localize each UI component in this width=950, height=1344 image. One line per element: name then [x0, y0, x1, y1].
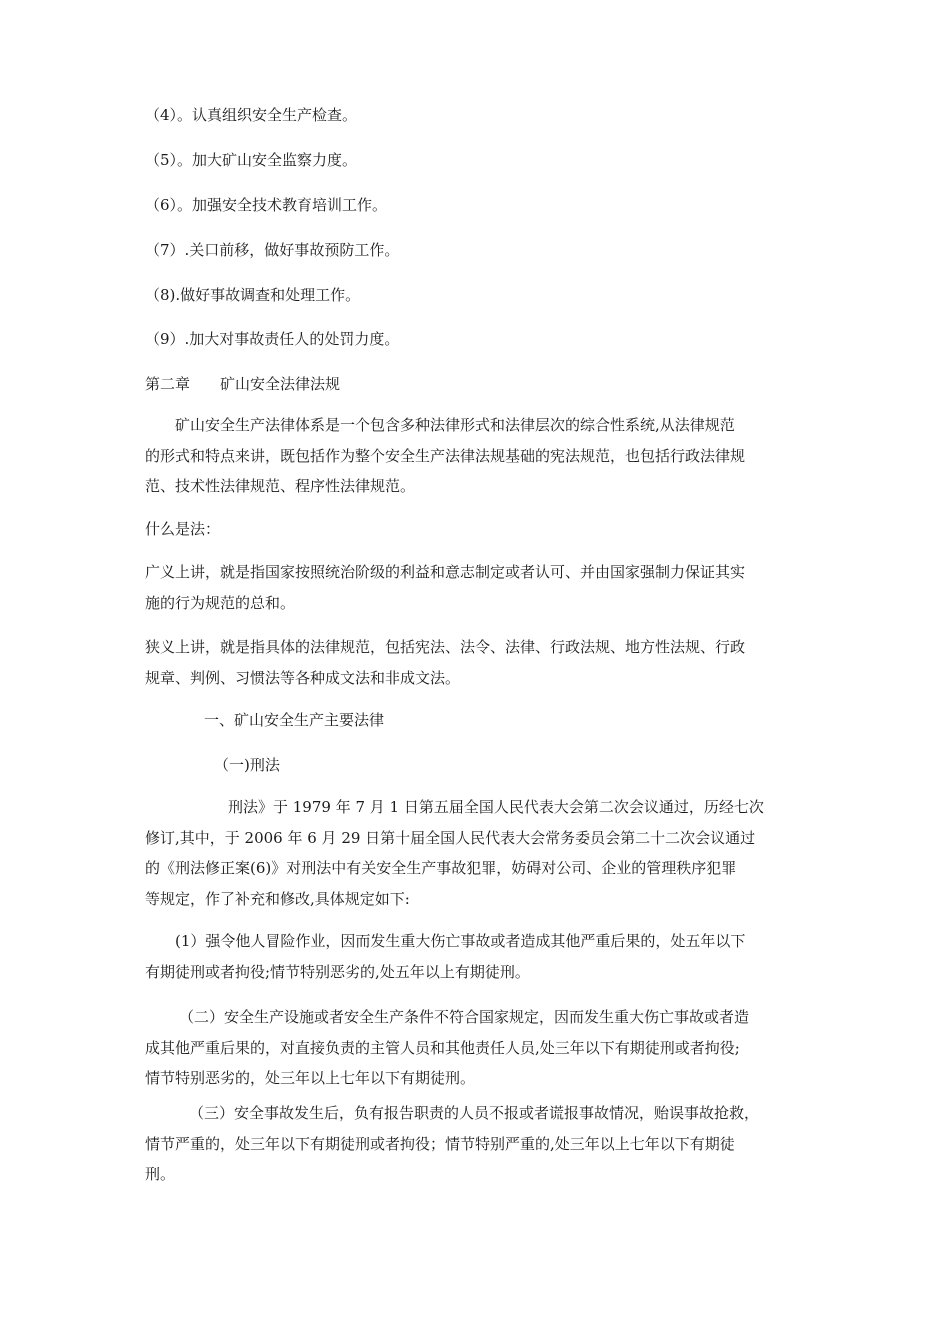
criminal-law-paragraph [145, 792, 825, 914]
text-line: （二）安全生产设施或者安全生产条件不符合国家规定，因而发生重大伤亡事故或者造 [179, 1008, 750, 1026]
clause-paragraph [145, 926, 825, 987]
clause-paragraph [145, 1002, 825, 1094]
text-line: (1）强令他人冒险作业，因而发生重大伤亡事故或者造成其他严重后果的，处五年以下 [175, 932, 746, 950]
text-line: （三）安全事故发生后，负有报告职责的人员不报或者谎报事故情况，贻误事故抢救， [189, 1104, 760, 1122]
text-line: 刑。 [145, 1165, 176, 1183]
text-line: 范、技术性法律规范、程序性法律规范。 [145, 477, 416, 495]
chapter-title: 第二章 矿山安全法律法规 [145, 375, 341, 393]
list-item: （7）.关口前移，做好事故预防工作。 [145, 241, 400, 259]
text-line: 广义上讲，就是指国家按照统治阶级的利益和意志制定或者认可、并由国家强制力保证其实 [145, 563, 746, 581]
section-heading: 一、矿山安全生产主要法律 [204, 711, 385, 729]
text-line: 狭义上讲，就是指具体的法律规范，包括宪法、法令、法律、行政法规、地方性法规、行政 [145, 638, 746, 656]
text-line: 成其他严重后果的，对直接负责的主管人员和其他责任人员,处三年以下有期徒刑或者拘役; [145, 1038, 740, 1057]
intro-paragraph [145, 410, 825, 502]
text-line: 施的行为规范的总和。 [145, 593, 296, 612]
list-item: （5）。加大矿山安全监察力度。 [145, 151, 358, 169]
text-line: 规章、判例、习惯法等各种成文法和非成文法。 [145, 668, 461, 687]
text-line: 的形式和特点来讲，既包括作为整个安全生产法律法规基础的宪法规范，也包括行政法律规 [145, 446, 746, 465]
list-item: （8).做好事故调查和处理工作。 [145, 286, 361, 304]
text-line: 刑法》于 1979 年 7 月 1 日第五届全国人民代表大会第二次会议通过，历经七次 [228, 798, 764, 816]
list-item: （4）。认真组织安全生产检查。 [145, 106, 358, 124]
subsection-heading: （一)刑法 [214, 756, 280, 774]
narrow-definition-paragraph [145, 632, 825, 693]
text-line: 情节严重的，处三年以下有期徒刑或者拘役；情节特别严重的,处三年以上七年以下有期徒 [145, 1134, 735, 1153]
list-item: （9）.加大对事故责任人的处罚力度。 [145, 330, 400, 348]
broad-definition-paragraph [145, 557, 825, 618]
what-is-law-heading: 什么是法： [145, 520, 221, 538]
text-line: 情节特别恶劣的，处三年以上七年以下有期徒刑。 [145, 1069, 476, 1087]
text-line: 等规定，作了补充和修改,具体规定如下: [145, 889, 410, 908]
text-line: 修订,其中，于 2006 年 6 月 29 日第十届全国人民代表大会常务委员会第二十二次会议通过 [145, 828, 756, 847]
text-line: 的《刑法修正案(6)》对刑法中有关安全生产事故犯罪，妨碍对公司、企业的管理秩序犯罪 [145, 859, 737, 877]
list-item: （6）。加强安全技术教育培训工作。 [145, 196, 388, 214]
text-line: 矿山安全生产法律体系是一个包含多种法律形式和法律层次的综合性系统,从法律规范 [145, 416, 735, 434]
text-line: 有期徒刑或者拘役;情节特别恶劣的,处五年以上有期徒刑。 [145, 962, 530, 981]
clause-paragraph [145, 1098, 825, 1190]
